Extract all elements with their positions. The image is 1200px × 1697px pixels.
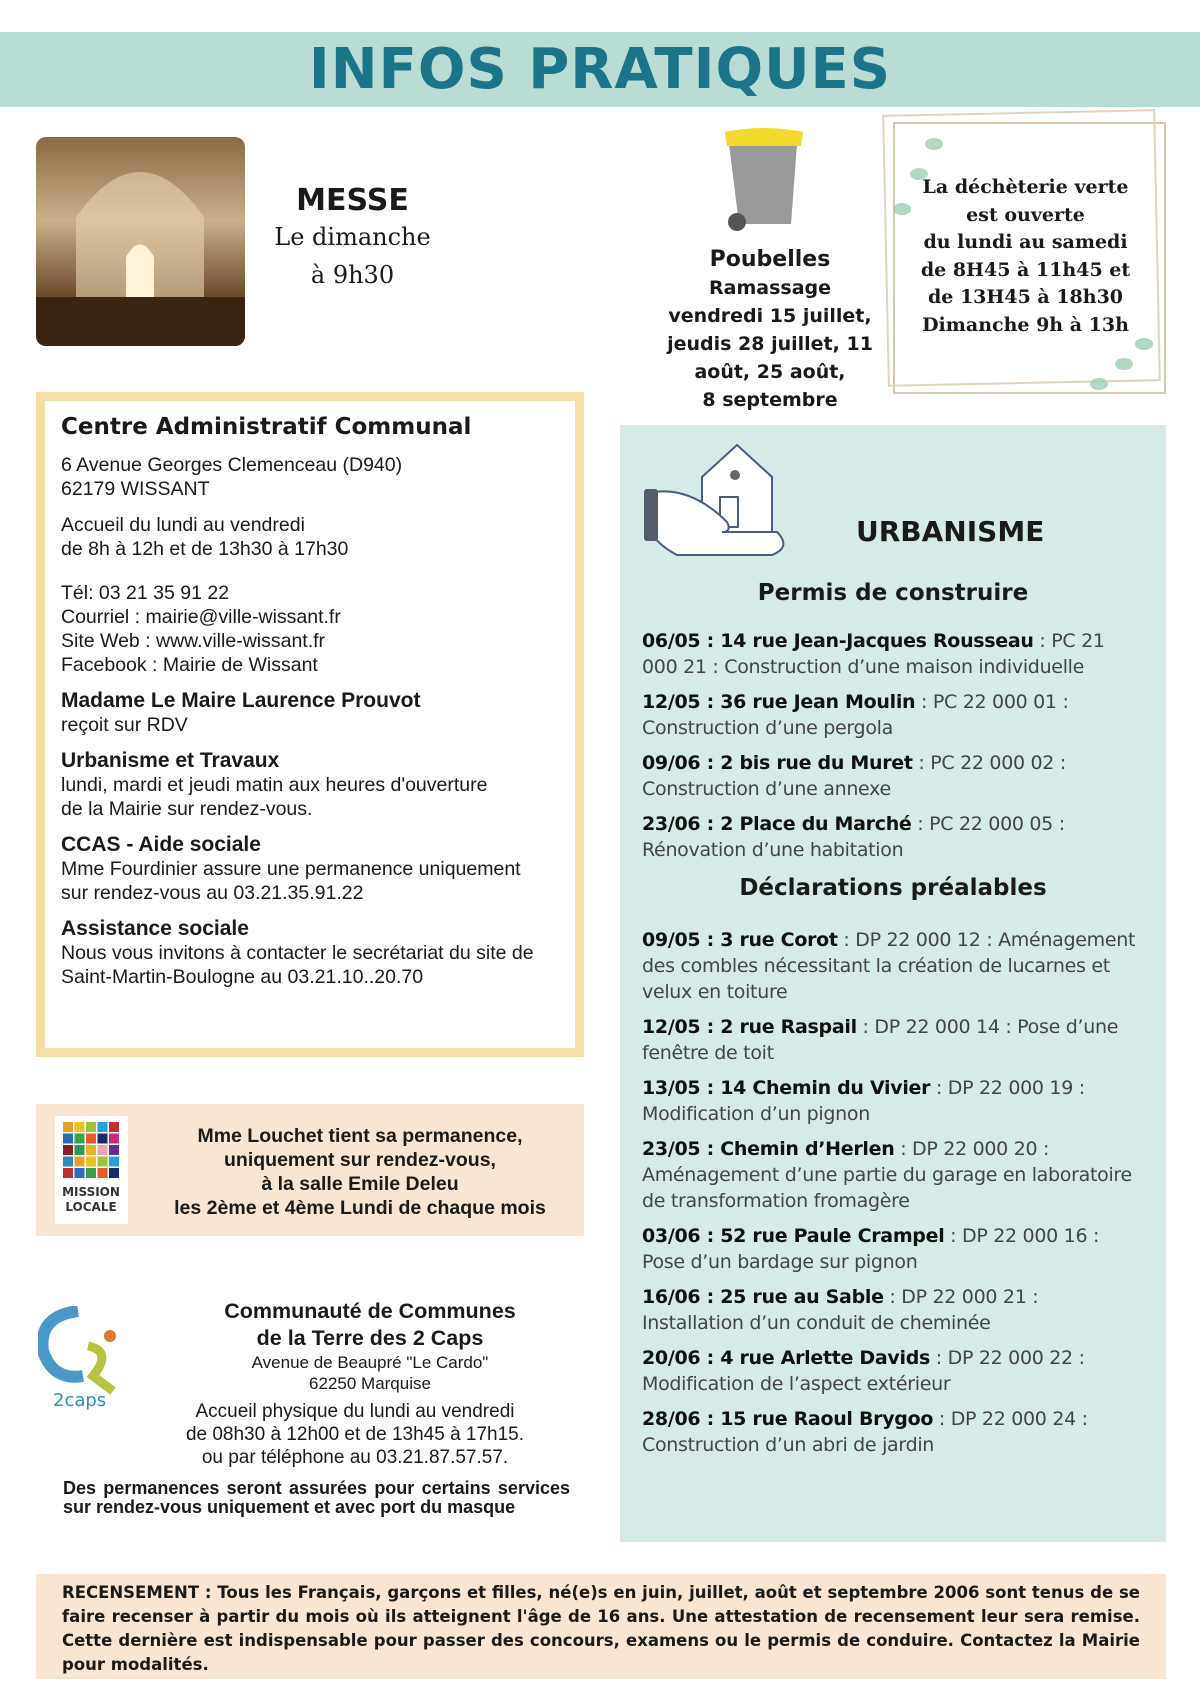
logo-tile (86, 1122, 96, 1132)
entry-address: 16/06 : 25 rue au Sable (642, 1286, 884, 1308)
logo-tile (86, 1145, 96, 1155)
urbanisme-entry (642, 1284, 1144, 1336)
logo-tile (109, 1168, 119, 1178)
logo-tile (98, 1145, 108, 1155)
logo-tile (75, 1122, 85, 1132)
messe-title: MESSE (296, 183, 409, 218)
communaute-communes-block (36, 1298, 584, 1517)
decheterie-line: du lundi au samedi (923, 231, 1128, 253)
messe-time: à 9h30 (310, 261, 395, 289)
trash-bin-icon (717, 124, 807, 234)
urbanisme-entry (642, 1136, 1144, 1214)
logo-tile (98, 1134, 108, 1144)
section-line: sur rendez-vous au 03.21.35.91.22 (61, 882, 364, 904)
cc-phone: ou par téléphone au 03.21.87.57.57. (201, 1447, 509, 1468)
urbanisme-entry (642, 811, 1144, 863)
entry-address: 06/05 : 14 rue Jean-Jacques Rousseau (642, 630, 1034, 652)
logo-tile (63, 1145, 73, 1155)
section-title: CCAS - Aide sociale (61, 833, 261, 856)
section-line: Saint-Martin-Boulogne au 03.21.10..20.70 (61, 966, 424, 988)
urbanisme-entry (642, 689, 1144, 741)
entry-address: 12/05 : 2 rue Raspail (642, 1016, 857, 1038)
entry-detail: : DP 22 000 22 : Modification de l’aspect extérieur (642, 1347, 1085, 1395)
mission-locale-logo (55, 1116, 128, 1224)
facebook-link[interactable]: Facebook : Mairie de Wissant (61, 654, 318, 676)
poubelles-title: Poubelles (709, 247, 831, 272)
poubelles-line: 8 septembre (702, 389, 838, 411)
leaf-icon (1090, 378, 1108, 390)
admin-title: Centre Administratif Communal (61, 414, 472, 440)
terre-des-2-caps-logo (38, 1306, 128, 1416)
section-title: Madame Le Maire Laurence Prouvot (61, 689, 421, 712)
hours-line: de 8h à 12h et de 13h30 à 17h30 (61, 538, 349, 560)
entry-detail: : PC 22 000 05 : Rénovation d’une habitation (642, 813, 1065, 861)
permis-list (642, 628, 1144, 863)
section-line: lundi, mardi et jeudi matin aux heures d'ouverture (61, 774, 488, 796)
urbanisme-entry (642, 1014, 1144, 1066)
leaf-icon (1135, 338, 1153, 350)
leaf-icon (1115, 358, 1133, 370)
entry-detail: : DP 22 000 12 : Aménagement des combles nécessitant la création de lucarnes et velux en toiture (642, 929, 1136, 1003)
entry-detail: : DP 22 000 14 : Pose d’une fenêtre de toit (642, 1016, 1119, 1064)
entry-address: 23/06 : 2 Place du Marché (642, 813, 912, 835)
entry-address: 20/06 : 4 rue Arlette Davids (642, 1347, 931, 1369)
section-line: Nous vous invitons à contacter le secrétariat du site de (61, 942, 534, 964)
entry-detail: : DP 22 000 19 : Modification d’un pignon (642, 1077, 1085, 1125)
logo-tile (63, 1157, 73, 1167)
urbanisme-title: URBANISME (856, 515, 1045, 548)
mission-line: Mme Louchet tient sa permanence, (197, 1125, 523, 1147)
address-line: 6 Avenue Georges Clemenceau (D940) (61, 454, 403, 476)
logo-tile (86, 1157, 96, 1167)
urbanisme-entry (642, 1406, 1144, 1458)
decheterie-line: La déchèterie verte (922, 176, 1129, 198)
entry-address: 03/06 : 52 rue Paule Crampel (642, 1225, 945, 1247)
entry-detail: : DP 22 000 24 : Construction d’un abri de jardin (642, 1408, 1088, 1456)
poubelles-block (655, 246, 885, 414)
logo-tile (98, 1157, 108, 1167)
logo-tile (109, 1157, 119, 1167)
section-line: de la Mairie sur rendez-vous. (61, 798, 313, 820)
logo-tile (86, 1168, 96, 1178)
mission-line: les 2ème et 4ème Lundi de chaque mois (174, 1197, 546, 1219)
entry-detail: : PC 21 000 21 : Construction d’une maison individuelle (642, 630, 1105, 678)
entry-address: 12/05 : 36 rue Jean Moulin (642, 691, 916, 713)
mission-line: uniquement sur rendez-vous, (224, 1149, 496, 1171)
svg-text:LOCALE: LOCALE (65, 1200, 117, 1214)
hand-house-icon (642, 437, 787, 562)
logo-tile (75, 1134, 85, 1144)
cc-hours: de 08h30 à 12h00 et de 13h45 à 17h15. (185, 1424, 525, 1445)
urbanisme-entry (642, 628, 1144, 680)
section-line: reçoit sur RDV (61, 714, 188, 736)
decheterie-line: de 13H45 à 18h30 (927, 286, 1124, 308)
svg-text:2caps: 2caps (53, 1390, 107, 1411)
logo-tile (109, 1145, 119, 1155)
leaf-icon (925, 138, 943, 150)
entry-address: 28/06 : 15 rue Raoul Brygoo (642, 1408, 934, 1430)
logo-tile (63, 1168, 73, 1178)
logo-tile (75, 1168, 85, 1178)
messe-block (250, 183, 455, 294)
urbanisme-entry (642, 1345, 1144, 1397)
entry-address: 09/05 : 3 rue Corot (642, 929, 838, 951)
entry-detail: : DP 22 000 20 : Aménagement d’une partie du garage en laboratoire de transformation fromagère (642, 1138, 1132, 1212)
permis-title: Permis de construire (757, 580, 1029, 606)
declarations-title: Déclarations préalables (739, 875, 1047, 901)
website-link[interactable]: Site Web : www.ville-wissant.fr (61, 630, 326, 652)
page-title: INFOS PRATIQUES (308, 37, 892, 102)
urbanisme-entry (642, 1075, 1144, 1127)
cc-hours: Accueil physique du lundi au vendredi (195, 1401, 515, 1422)
church-interior-image (36, 137, 245, 346)
logo-tile (75, 1157, 85, 1167)
church-photo (36, 137, 245, 346)
entry-detail: : DP 22 000 21 : Installation d’un conduit de cheminée (642, 1286, 1039, 1334)
logo-tile (109, 1122, 119, 1132)
urbanisme-entry (642, 1223, 1144, 1275)
cc-title: Communauté de Communes (224, 1299, 516, 1323)
logo-tile (109, 1134, 119, 1144)
entry-detail: : PC 22 000 01 : Construction d’une pergola (642, 691, 1069, 739)
cc-address: Avenue de Beaupré "Le Cardo" (251, 1353, 489, 1372)
messe-day: Le dimanche (274, 223, 431, 251)
mission-line: à la salle Emile Deleu (261, 1173, 459, 1195)
cc-title: de la Terre des 2 Caps (256, 1326, 484, 1350)
logo-tile (98, 1168, 108, 1178)
logo-tile (86, 1134, 96, 1144)
mission-locale-card (36, 1104, 584, 1236)
entry-address: 23/05 : Chemin d’Herlen (642, 1138, 895, 1160)
poubelles-line: jeudis 28 juillet, 11 (667, 333, 873, 355)
section-title: Assistance sociale (61, 917, 249, 940)
phone: Tél: 03 21 35 91 22 (61, 582, 230, 604)
poubelles-line: vendredi 15 juillet, (668, 305, 872, 327)
poubelles-line: août, 25 août, (694, 361, 846, 383)
recensement-notice: RECENSEMENT : Tous les Français, garçons et filles, né(e)s en juin, juillet, août et septembre 2006 sont tenus de se faire recenser à partir du mois où ils atteignent l'âge de 16 ans. Une attestation de recensement leur sera remise. Cette dernière est indispensable pour passer des concours, examens ou le permis de conduire. Contactez la Mairie pour modalités. (36, 1574, 1166, 1679)
title-band (0, 32, 1200, 107)
decheterie-line: est ouverte (966, 203, 1085, 226)
section-title: Urbanisme et Travaux (61, 749, 280, 772)
entry-detail: : PC 22 000 02 : Construction d’une annexe (642, 752, 1066, 800)
logo-tile (63, 1122, 73, 1132)
urbanisme-entry (642, 927, 1144, 1005)
entry-address: 09/06 : 2 bis rue du Muret (642, 752, 913, 774)
declarations-list (642, 927, 1144, 1458)
logo-tile (75, 1145, 85, 1155)
svg-text:MISSION: MISSION (62, 1185, 120, 1199)
entry-detail: : DP 22 000 16 : Pose d’un bardage sur pignon (642, 1225, 1100, 1273)
logo-tile (98, 1122, 108, 1132)
hours-line: Accueil du lundi au vendredi (61, 514, 305, 536)
decheterie-line: Dimanche 9h à 13h (922, 313, 1129, 336)
section-line: Mme Fourdinier assure une permanence uniquement (61, 858, 521, 880)
cc-note: Des permanences seront assurées pour certains services sur rendez-vous uniquement et avec port du masque (63, 1478, 570, 1517)
logo-tile (63, 1134, 73, 1144)
cc-address: 62250 Marquise (309, 1374, 431, 1393)
poubelles-line: Ramassage (709, 277, 831, 299)
email-link[interactable]: Courriel : mairie@ville-wissant.fr (61, 606, 341, 628)
address-line: 62179 WISSANT (61, 478, 210, 500)
urbanisme-panel (620, 425, 1166, 1542)
admin-center-card (36, 392, 584, 1057)
decheterie-line: de 8H45 à 11h45 et (920, 258, 1131, 281)
urbanisme-entry (642, 750, 1144, 802)
decheterie-card (885, 108, 1166, 402)
entry-address: 13/05 : 14 Chemin du Vivier (642, 1077, 931, 1099)
